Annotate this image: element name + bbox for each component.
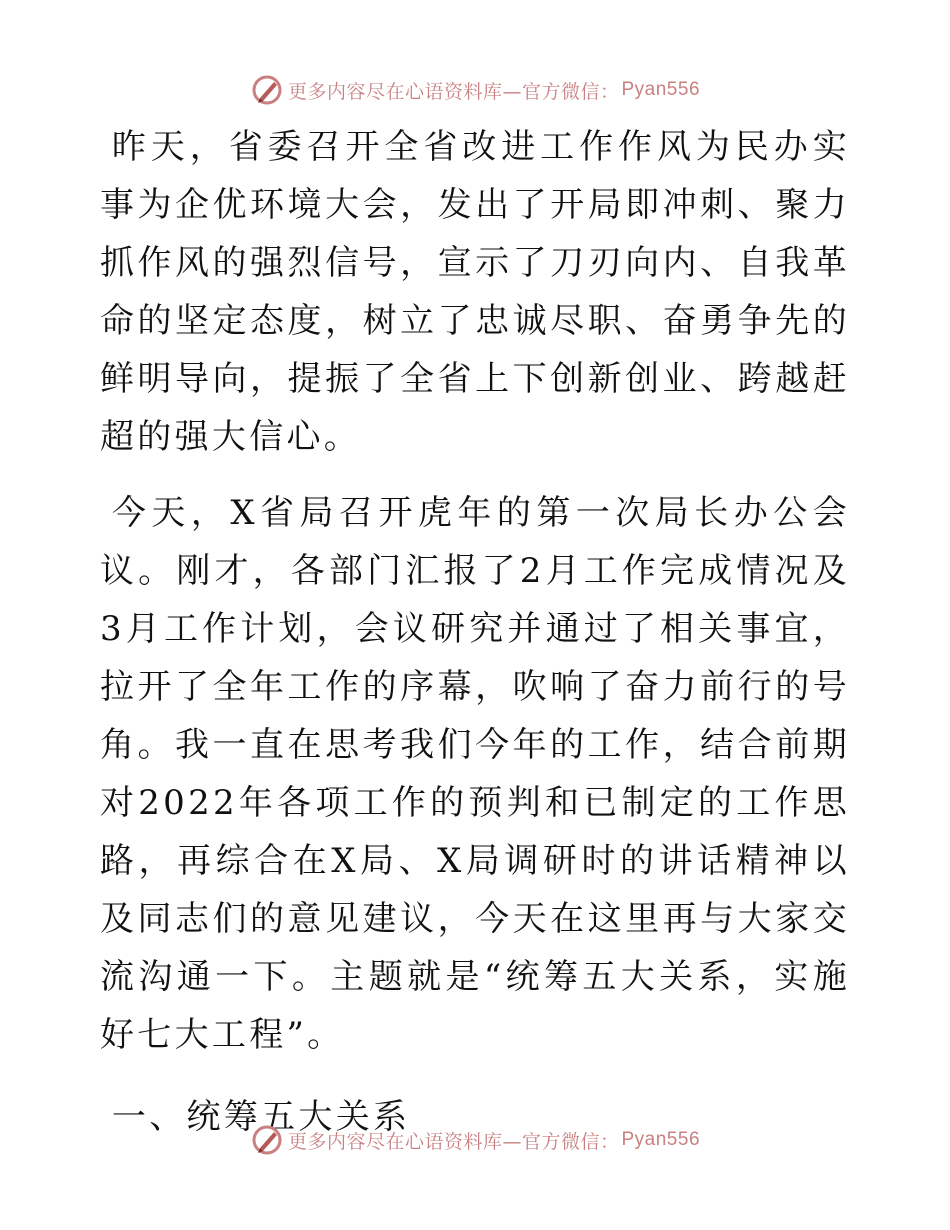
pen-logo-icon [250, 73, 284, 107]
header-watermark-banner [0, 70, 950, 110]
pen-logo-icon [250, 1123, 284, 1157]
paragraph-1: 昨天，省委召开全省改进工作作风为民办实事为企优环境大会，发出了开局即冲刺、聚力抓作风的强烈信号，宣示了刀刃向内、自我革命的坚定态度，树立了忠诚尽职、奋勇争先的鲜明导向，提振了全省上下创新创业、跨越赶超的强大信心。 [100, 127, 850, 457]
section-heading: 一、统筹五大关系 [111, 1097, 411, 1137]
document-body [100, 118, 850, 1146]
banner-wechat-id: Pyan556 [621, 1129, 701, 1150]
footer-watermark-banner [0, 1120, 950, 1160]
banner-text: 更多内容尽在心语资料库—官方微信： [287, 80, 620, 103]
banner-wechat-id: Pyan556 [621, 79, 701, 100]
banner-text: 更多内容尽在心语资料库—官方微信： [287, 1130, 620, 1153]
paragraph-2: 今天，X省局召开虎年的第一次局长办公会议。刚才，各部门汇报了2月工作完成情况及3月工作计划，会议研究并通过了相关事宜，拉开了全年工作的序幕，吹响了奋力前行的号角。我一直在思考我们今年的工作，结合前期对2022年各项工作的预判和已制定的工作思路，再综合在X局、X局调研时的讲话精神以及同志们的意见建议，今天在这里再与大家交流沟通一下。主题就是“统筹五大关系，实施好七大工程”。 [100, 493, 850, 1055]
